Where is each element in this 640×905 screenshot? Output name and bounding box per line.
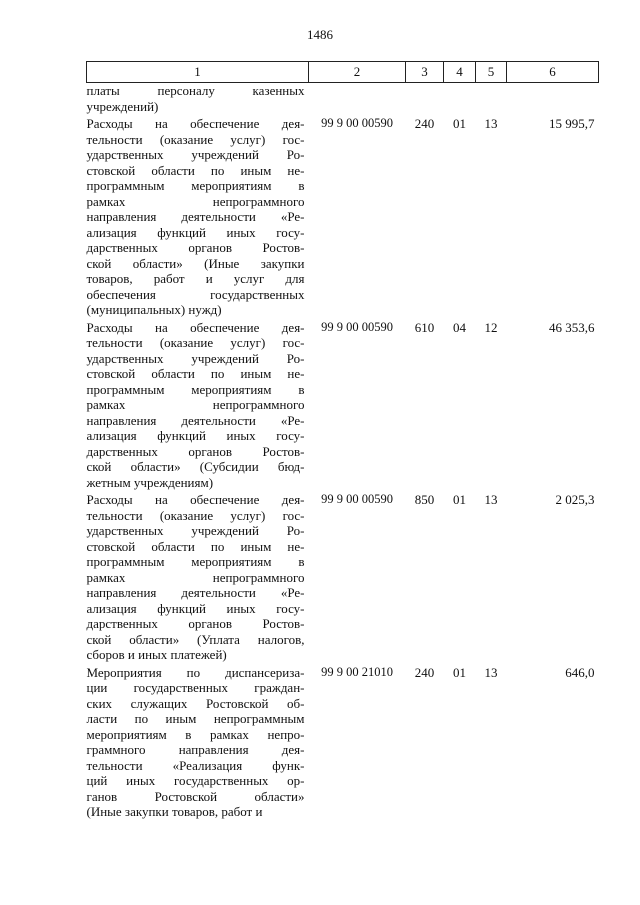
desc-line: рамках непрограммного — [86, 397, 305, 412]
desc-line: направления деятельности «Ре- — [86, 585, 305, 600]
desc-line: обеспечения государственных — [86, 286, 305, 302]
table-row — [87, 490, 599, 663]
desc-line: ализация функций иных госу- — [86, 224, 305, 240]
table-row — [87, 114, 599, 318]
amount-value: 646,0 — [565, 664, 595, 680]
row-description — [87, 490, 309, 663]
header-col-3: 3 — [406, 62, 444, 83]
row-description — [87, 114, 309, 318]
desc-line: стовской области по иным не- — [86, 162, 305, 178]
desc-line: тельности (оказание услуг) гос- — [86, 131, 305, 147]
desc-line: Расходы на обеспечение дея- — [86, 116, 305, 131]
amount-value: 15 995,7 — [549, 116, 595, 131]
desc-line: мероприятиям в рамках непро- — [86, 726, 305, 742]
desc-line: Расходы на обеспечение дея- — [86, 319, 305, 335]
desc-line: Расходы на обеспечение дея- — [86, 492, 305, 507]
expense-type-code: 850 — [414, 492, 435, 507]
desc-line: тельности «Реализация функ- — [86, 757, 305, 773]
desc-line: ударственных учреждений Ро- — [86, 350, 305, 366]
desc-line: (муниципальных) нужд) — [86, 302, 222, 317]
table-row — [87, 663, 599, 820]
expense-type-code: 240 — [414, 116, 435, 131]
desc-line: Мероприятия по диспансеризa- — [86, 664, 305, 680]
subsection-code: 13 — [484, 116, 498, 131]
expense-type-code: 240 — [414, 664, 435, 680]
desc-line: направления деятельности «Ре- — [86, 412, 305, 428]
desc-line: программным мероприятиям в — [86, 178, 305, 193]
section-code: 04 — [453, 319, 466, 335]
desc-line: ализация функций иных госу- — [86, 428, 305, 443]
desc-line: дарственных органов Ростов- — [86, 616, 305, 631]
page-number: 1486 — [307, 27, 333, 42]
desc-line: ганов Ростовской области» — [86, 788, 305, 804]
subsection-code: 13 — [484, 664, 498, 680]
target-article-code: 99 9 00 00590 — [321, 492, 393, 506]
desc-line: жетным учреждениям) — [86, 474, 214, 490]
desc-line: ции государственных граждан- — [86, 680, 305, 695]
desc-line: программным мероприятиям в — [86, 381, 305, 397]
amount-value: 46 353,6 — [549, 319, 595, 335]
header-col-4: 4 — [444, 62, 476, 83]
desc-line: ласти по иным непрограммным — [86, 711, 305, 726]
desc-line: ских служащих Ростовской об- — [86, 695, 305, 711]
continuation-row — [87, 83, 599, 115]
desc-line: ской области» (Уплата налогов, — [86, 631, 305, 647]
section-code: 01 — [453, 664, 466, 680]
continuation-description — [87, 83, 309, 115]
desc-line: тельности (оказание услуг) гос- — [86, 507, 305, 523]
subsection-code: 12 — [484, 319, 498, 335]
header-col-2: 2 — [309, 62, 406, 83]
desc-line: граммного направления дея- — [86, 742, 305, 757]
target-article-code: 99 9 00 00590 — [321, 116, 393, 130]
row-description — [87, 663, 309, 820]
desc-line: ударственных учреждений Ро- — [86, 147, 305, 162]
desc-line: учреждений) — [86, 98, 159, 114]
desc-line: ской области» (Иные закупки — [86, 255, 305, 271]
table-row — [87, 318, 599, 491]
desc-line: тельности (оказание услуг) гос- — [86, 335, 305, 350]
target-article-code: 99 9 00 21010 — [321, 664, 393, 679]
desc-line: ций иных государственных ор- — [86, 773, 305, 788]
header-row — [87, 62, 599, 83]
amount-value: 2 025,3 — [555, 492, 595, 507]
desc-line: стовской области по иным не- — [86, 366, 305, 381]
header-col-6: 6 — [507, 62, 599, 83]
desc-line: стовской области по иным не- — [86, 538, 305, 554]
target-article-code: 99 9 00 00590 — [321, 319, 393, 334]
desc-line: (Иные закупки товаров, работ и — [86, 804, 263, 819]
desc-line: сборов и иных платежей) — [86, 647, 227, 662]
header-col-5: 5 — [476, 62, 507, 83]
desc-line: ударственных учреждений Ро- — [86, 523, 305, 538]
header-col-1: 1 — [87, 62, 309, 83]
desc-line: платы персоналу казенных — [86, 83, 305, 98]
desc-line: рамках непрограммного — [86, 193, 305, 209]
desc-line: ализация функций иных госу- — [86, 600, 305, 616]
section-code: 01 — [453, 116, 466, 131]
section-code: 01 — [453, 492, 466, 507]
subsection-code: 13 — [484, 492, 498, 507]
desc-line: программным мероприятиям в — [86, 554, 305, 569]
desc-line: рамках непрограммного — [86, 569, 305, 585]
row-description — [87, 318, 309, 491]
desc-line: направления деятельности «Ре- — [86, 209, 305, 224]
desc-line: товаров, работ и услуг для — [86, 271, 305, 286]
desc-line: ской области» (Субсидии бюд- — [86, 459, 305, 474]
budget-table — [86, 61, 599, 820]
desc-line: дарственных органов Ростов- — [86, 240, 305, 255]
desc-line: дарственных органов Ростов- — [86, 443, 305, 459]
expense-type-code: 610 — [414, 319, 435, 335]
